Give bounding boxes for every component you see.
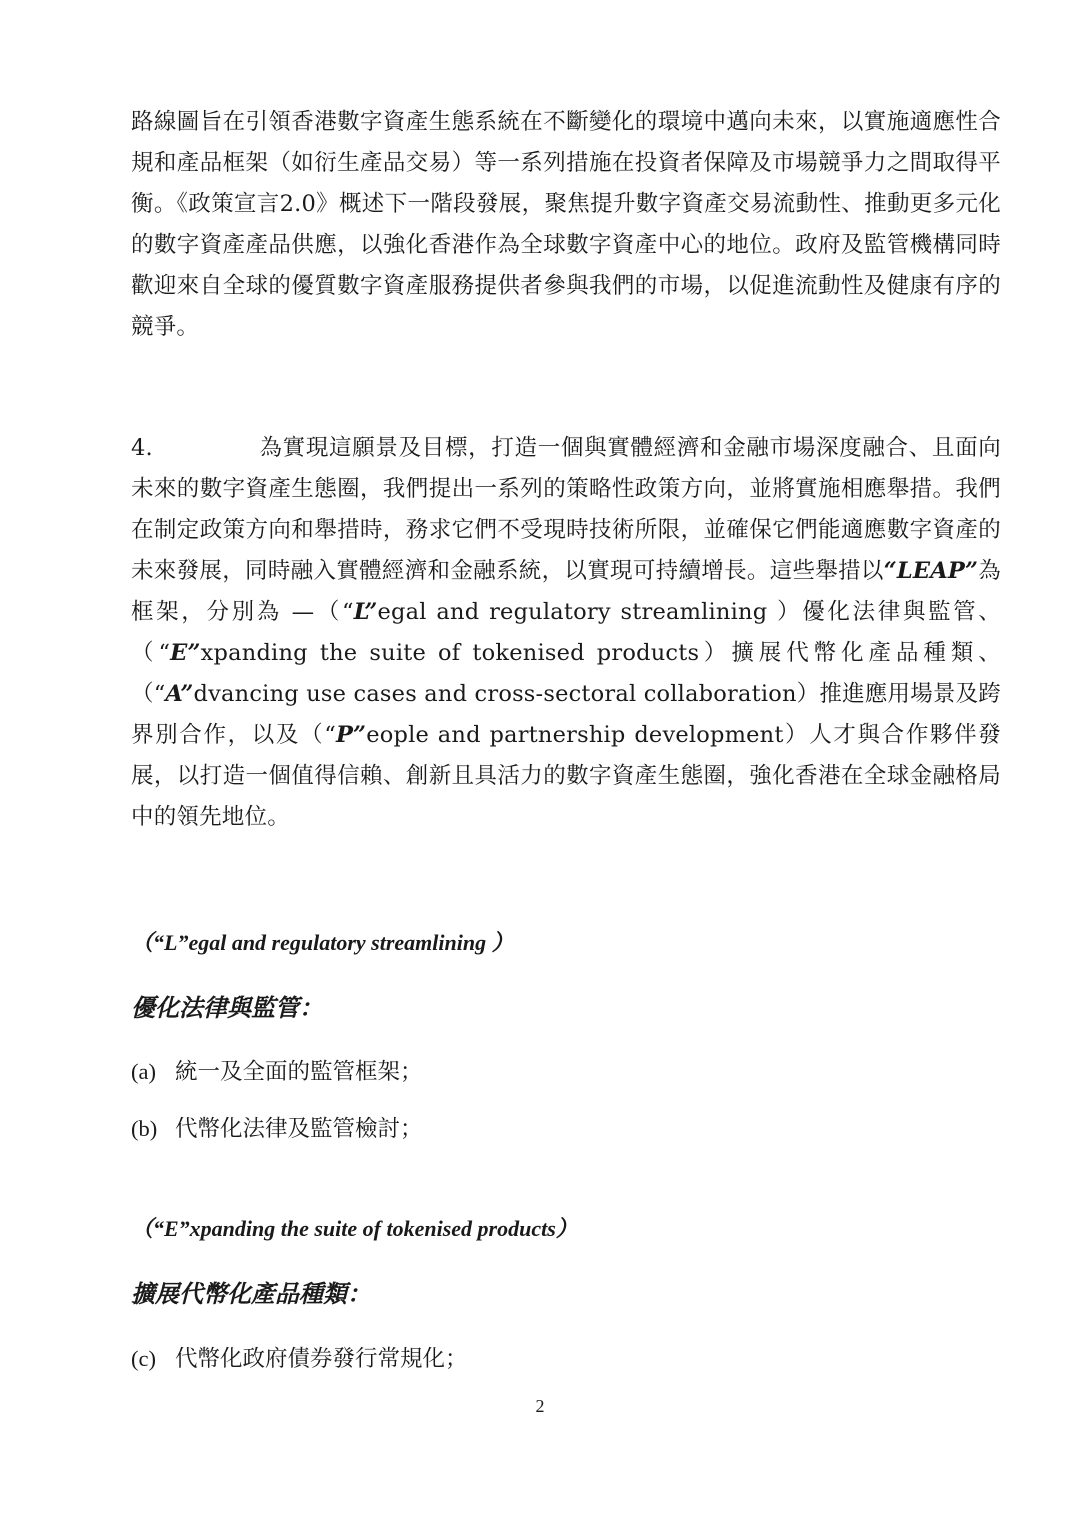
list-item-text: 統一及全面的監管框架； — [175, 1059, 423, 1085]
list-item-c — [131, 1341, 468, 1373]
list-item-text: 代幣化法律及監管檢討； — [175, 1116, 423, 1142]
list-item-b — [131, 1111, 423, 1143]
page-number: 2 — [535, 1396, 545, 1416]
section-l-heading-zh: 優化法律與監管： — [131, 993, 323, 1022]
list-item-a — [131, 1054, 423, 1086]
leap-acronym: “LEAP” — [883, 558, 979, 584]
paragraph-roadmap — [131, 102, 1001, 348]
paragraph-4 — [131, 428, 1001, 838]
p-letter: P” — [335, 722, 367, 748]
list-item-label: (a) — [131, 1059, 156, 1084]
section-l-heading-en: （“L”egal and regulatory streamlining ） — [131, 930, 514, 955]
paragraph-4-part3: egal and regulatory streamlining ）優化法律與監管、（“ — [131, 599, 1001, 666]
section-e-heading-en: （“E”xpanding the suite of tokenised products） — [131, 1216, 578, 1241]
list-item-label: (c) — [131, 1346, 156, 1371]
list-item-label: (b) — [131, 1116, 158, 1141]
paragraph-4-part1: 為實現這願景及目標，打造一個與實體經濟和金融市場深度融合、且面向未來的數字資產生態圈，我們提出一系列的策略性政策方向，並將實施相應舉措。我們在制定政策方向和舉措時，務求它們不受現時技術所限，並確保它們能適應數字資產的未來發展，同時融入實體經濟和金融系統，以實現可持續增長。這些舉措以 — [131, 435, 1001, 584]
paragraph-4-part5: dvancing use cases and cross-sectoral collaboration）推進應用場景及跨界別合作，以及（“ — [131, 681, 1001, 748]
l-letter: L” — [353, 599, 378, 625]
a-letter: A” — [165, 681, 194, 707]
paragraph-4-part2: 為框架，分別為 —（“ — [131, 558, 1001, 625]
paragraph-number: 4. — [131, 435, 153, 461]
list-item-text: 代幣化政府債券發行常規化； — [175, 1346, 468, 1372]
paragraph-4-part4: xpanding the suite of tokenised products）擴展代幣化產品種類、（“ — [131, 640, 1002, 707]
paragraph-4-part6: eople and partnership development）人才與合作夥伴發展，以打造一個值得信賴、創新且具活力的數字資產生態圈，強化香港在全球金融格局中的領先地位。 — [131, 722, 1001, 830]
section-e-heading-zh: 擴展代幣化產品種類： — [131, 1279, 371, 1308]
e-letter: E” — [170, 640, 201, 666]
paragraph-roadmap-text: 路線圖旨在引領香港數字資產生態系統在不斷變化的環境中邁向未來，以實施適應性合規和產品框架（如衍生產品交易）等一系列措施在投資者保障及市場競爭力之間取得平衡。《政策宣言2.0》概述下一階段發展，聚焦提升數字資產交易流動性、推動更多元化的數字資產產品供應，以強化香港作為全球數字資產中心的地位。政府及監管機構同時歡迎來自全球的優質數字資產服務提供者參與我們的市場，以促進流動性及健康有序的競爭。 — [131, 109, 1001, 340]
